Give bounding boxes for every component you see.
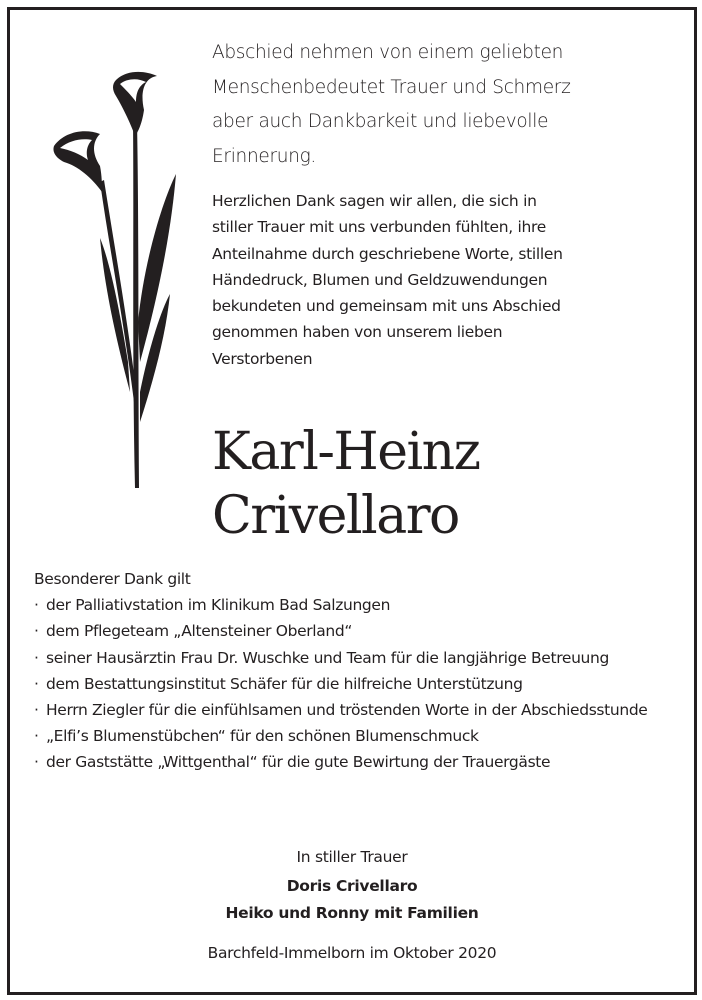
list-item: · dem Bestattungsinstitut Schäfer für die hilfreiche Unterstützung bbox=[34, 674, 523, 693]
list-item: · der Gaststätte „Wittgenthal“ für die gute Bewirtung der Trauergäste bbox=[34, 753, 551, 772]
deceased-name bbox=[212, 420, 672, 548]
first-name: Karl-Heinz bbox=[212, 422, 480, 482]
signature-intro: In stiller Trauer bbox=[296, 848, 408, 866]
list-item: · „Elfi’s Blumenstübchen“ für den schönen Blumenschmuck bbox=[34, 727, 479, 746]
calla-lily-icon bbox=[44, 62, 184, 492]
signature-name-2: Heiko und Ronny mit Familien bbox=[225, 904, 479, 922]
list-item: · der Palliativstation im Klinikum Bad Salzungen bbox=[34, 596, 391, 615]
list-item: · dem Pflegeteam „Altensteiner Oberland“ bbox=[34, 622, 353, 641]
obituary-frame bbox=[7, 7, 697, 995]
last-name: Crivellaro bbox=[212, 486, 459, 546]
thanks-text: Herzlichen Dank sagen wir allen, die sich in stiller Trauer mit uns verbunden fühlten, ihre Anteilnahme durch geschriebene Worte, stillen Händedruck, Blumen und Geldzuwendungen bekundeten und gemeinsam mit uns Abschied genommen haben von unserem lieben Verstorbenen bbox=[212, 192, 563, 368]
special-thanks-heading: Besonderer Dank gilt bbox=[34, 570, 191, 588]
list-item: · seiner Hausärztin Frau Dr. Wuschke und Team für die langjährige Betreuung bbox=[34, 648, 609, 667]
motto-text: Abschied nehmen von einem geliebten Menschenbedeutet Trauer und Schmerz aber auch Dankbarkeit und liebevolle Erinnerung. bbox=[212, 42, 571, 167]
place-date: Barchfeld-Immelborn im Oktober 2020 bbox=[207, 944, 497, 962]
special-thanks bbox=[34, 566, 674, 776]
signature-name-1: Doris Crivellaro bbox=[286, 877, 418, 895]
list-item: · Herrn Ziegler für die einfühlsamen und tröstenden Worte in der Abschiedsstunde bbox=[34, 701, 648, 720]
